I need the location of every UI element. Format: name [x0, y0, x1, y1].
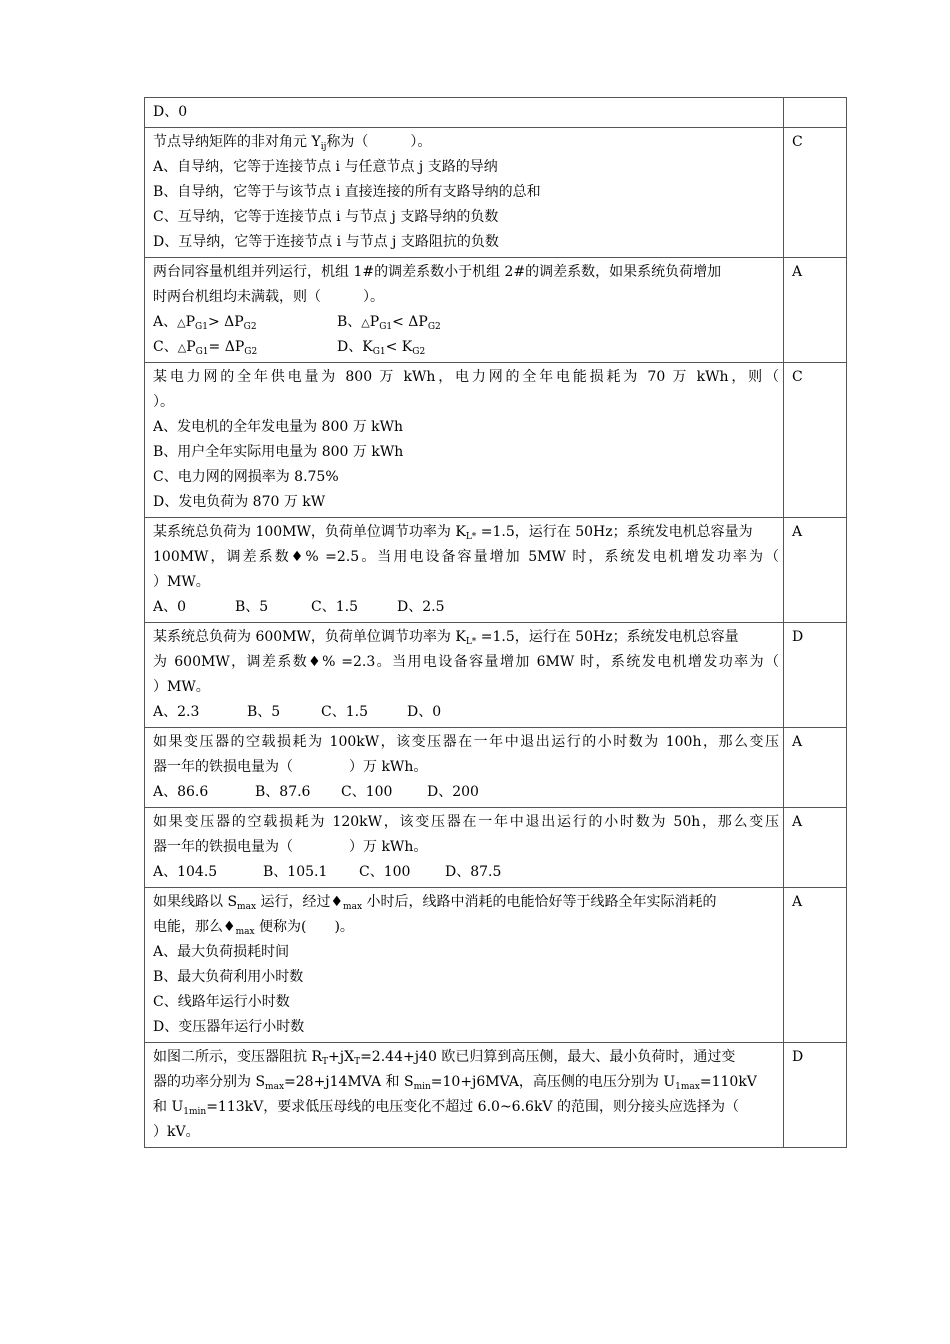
question-text: 器一年的铁损电量为（ ）万 kWh。	[153, 759, 428, 775]
answer-cell: D	[784, 1043, 847, 1148]
option-line	[153, 310, 779, 335]
table-row	[145, 258, 847, 363]
option-line: B、用户全年实际用电量为 800 万 kWh	[153, 444, 404, 460]
option-line	[153, 860, 779, 885]
delta-icon: △	[361, 316, 370, 329]
question-cell	[145, 128, 784, 258]
question-text: 器的功率分别为 $S_{max}=28+j14MVA$ 和 $S_{min}=10+j6MVA$，高压侧的电压分别为 $U_{1max}=110kV$	[153, 1074, 757, 1092]
question-cell	[145, 1043, 784, 1148]
option-d: D、87.5	[445, 864, 502, 880]
question-cell	[145, 888, 784, 1043]
question-text: 100MW，调差系数♦% =2.5。当用电设备容量增加 5MW 时，系统发电机增发功率为（	[153, 549, 779, 565]
question-text: 如果变压器的空载损耗为 100kW，该变压器在一年中退出运行的小时数为 100h，那么变压	[153, 734, 779, 750]
option-b: B、87.6	[255, 784, 311, 800]
subscript: ij	[320, 142, 327, 152]
question-cell	[145, 808, 784, 888]
answer-cell	[784, 98, 847, 128]
question-text: 和 $U_{1min}=113kV$，要求低压母线的电压变化不超过 6.0~6.6kV 的范围，则分接头应选择为（	[153, 1099, 739, 1117]
question-cell	[145, 728, 784, 808]
question-text: 某系统总负荷为 600MW，负荷单位调节功率为 $K_{L*} =1.5$，运行在 50Hz；系统发电机总容量	[153, 629, 739, 647]
question-table	[144, 97, 847, 1148]
question-text: 如图二所示，变压器阻抗 $R_T+jX_T=2.44+j40$ 欧已归算到高压侧，最大、最小负荷时，通过变	[153, 1049, 736, 1067]
question-text: ）MW。	[153, 679, 210, 695]
option-line: D、互导纳，它等于连接节点 i 与节点 j 支路阻抗的负数	[153, 234, 499, 250]
question-cell	[145, 258, 784, 363]
table-row	[145, 1043, 847, 1148]
option-line	[153, 780, 779, 805]
answer-cell: A	[784, 258, 847, 363]
answer-cell: D	[784, 623, 847, 728]
option-line	[153, 335, 779, 360]
question-text: 时两台机组均未满载，则（ ）。	[153, 289, 384, 305]
question-cell	[145, 98, 784, 128]
question-text: ）。	[153, 394, 174, 410]
option-line: A、最大负荷损耗时间	[153, 944, 290, 960]
option-d: D、0	[407, 704, 442, 720]
option-a: A、2.3	[153, 704, 200, 720]
question-text: 两台同容量机组并列运行，机组 1#的调差系数小于机组 2#的调差系数，如果系统负荷增加	[153, 264, 722, 280]
table-row	[145, 728, 847, 808]
answer-cell: A	[784, 808, 847, 888]
option-a: A、104.5	[153, 864, 218, 880]
option-a: A、0	[153, 599, 187, 615]
option-line: C、电力网的网损率为 8.75%	[153, 469, 339, 485]
table-row	[145, 623, 847, 728]
option-b: B、5	[247, 704, 281, 720]
question-text: 器一年的铁损电量为（ ）万 kWh。	[153, 839, 428, 855]
option-c: C、$\triangle P_{G1}= \Delta P_{G2}$	[153, 335, 337, 360]
option-line: B、自导纳，它等于与该节点 i 直接连接的所有支路导纳的总和	[153, 184, 541, 200]
text-span: 称为（ ）。	[326, 134, 432, 150]
option-line: B、最大负荷利用小时数	[153, 969, 304, 985]
table-row	[145, 363, 847, 518]
table-row	[145, 98, 847, 128]
answer-cell: C	[784, 363, 847, 518]
option-line: D、变压器年运行小时数	[153, 1019, 305, 1035]
option-b: B、105.1	[263, 864, 328, 880]
table-row	[145, 128, 847, 258]
option-line: D、0	[153, 104, 188, 120]
question-cell	[145, 518, 784, 623]
option-line	[153, 700, 779, 725]
question-text: ）kV。	[153, 1124, 200, 1140]
answer-cell: A	[784, 518, 847, 623]
answer-cell: C	[784, 128, 847, 258]
option-c: C、100	[341, 784, 393, 800]
question-text: 如果变压器的空载损耗为 120kW，该变压器在一年中退出运行的小时数为 50h，那么变压	[153, 814, 779, 830]
option-c: C、1.5	[311, 599, 358, 615]
option-a: A、$\triangle P_{G1}> \Delta P_{G2}$	[153, 310, 337, 335]
option-line: C、互导纳，它等于连接节点 i 与节点 j 支路导纳的负数	[153, 209, 499, 225]
question-text: 某系统总负荷为 100MW，负荷单位调节功率为 $K_{L*} =1.5$，运行在 50Hz；系统发电机总容量为	[153, 524, 753, 542]
question-text: ）MW。	[153, 574, 210, 590]
option-line: C、线路年运行小时数	[153, 994, 290, 1010]
question-cell	[145, 623, 784, 728]
option-c: C、100	[359, 864, 411, 880]
question-cell	[145, 363, 784, 518]
option-line	[153, 595, 779, 620]
table-row	[145, 888, 847, 1043]
delta-icon: △	[177, 341, 187, 354]
question-text	[153, 130, 779, 155]
answer-cell: A	[784, 888, 847, 1043]
option-line: D、发电负荷为 870 万 kW	[153, 494, 326, 510]
option-line: A、自导纳，它等于连接节点 i 与任意节点 j 支路的导纳	[153, 159, 498, 175]
question-text: 某电力网的全年供电量为 800 万 kWh，电力网的全年电能损耗为 70 万 kWh，则（	[153, 369, 779, 385]
question-text: 为 600MW，调差系数♦% =2.3。当用电设备容量增加 6MW 时，系统发电机增发功率为（	[153, 654, 779, 670]
option-d: D、2.5	[397, 599, 445, 615]
option-a: A、86.6	[153, 784, 209, 800]
question-text: 如果线路以 $S_{max}$ 运行，经过$♦_{max}$ 小时后，线路中消耗的电能恰好等于线路全年实际消耗的	[153, 894, 717, 912]
question-text: 电能，那么$♦_{max}$ 便称为( )。	[153, 919, 354, 937]
table-row	[145, 808, 847, 888]
option-c: C、1.5	[321, 704, 368, 720]
text-span: 节点导纳矩阵的非对角元 Y	[153, 134, 321, 150]
option-b: B、$\triangle P_{G1}< \Delta P_{G2}$	[337, 310, 441, 335]
option-b: B、5	[235, 599, 269, 615]
option-d: D、200	[427, 784, 479, 800]
table-row	[145, 518, 847, 623]
delta-icon: △	[177, 316, 186, 329]
option-line: A、发电机的全年发电量为 800 万 kWh	[153, 419, 404, 435]
option-d: D、$K_{G1}< K_{G2}$	[337, 339, 426, 357]
answer-cell: A	[784, 728, 847, 808]
